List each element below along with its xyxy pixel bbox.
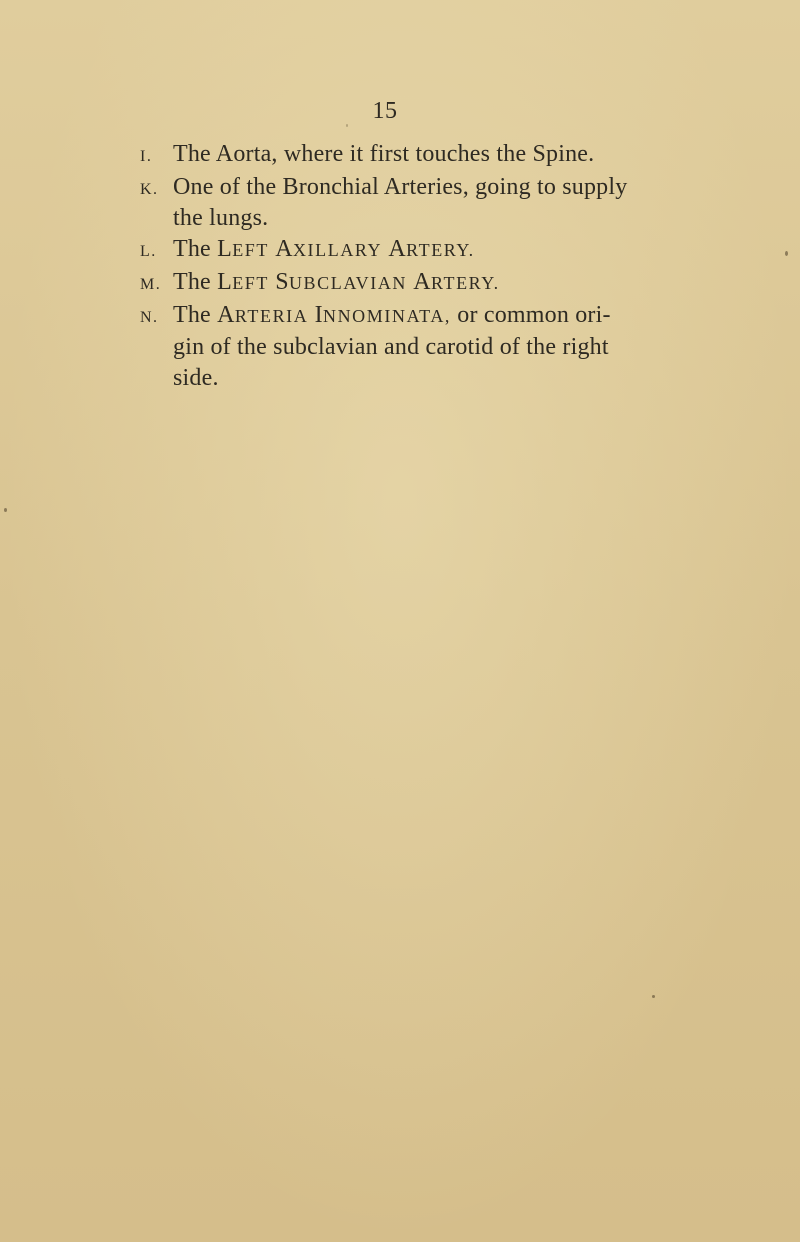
entry-text: The Aorta, where it first touches the Spine. (173, 141, 595, 167)
initial-cap: L (217, 236, 233, 262)
small-caps-rest: RTERY. (406, 240, 475, 260)
small-caps-rest: UBCLAVIAN (288, 273, 408, 293)
small-caps-rest: EFT (232, 240, 269, 260)
small-caps-word (275, 236, 383, 262)
entry-letter: M. (140, 276, 162, 293)
small-caps-rest: RTERY. (430, 273, 500, 293)
legend-entry-l (140, 234, 660, 267)
initial-cap: S (275, 269, 289, 295)
small-caps-rest: RTERIA (234, 306, 309, 326)
small-caps-word (275, 269, 408, 295)
entry-lead: The (173, 302, 218, 328)
initial-cap: A (413, 269, 431, 295)
paper-speck (346, 124, 348, 127)
entry-tail: or common ori- (451, 302, 611, 328)
small-caps-word (217, 236, 269, 262)
entry-letter: N. (140, 309, 159, 326)
initial-cap: A (217, 302, 235, 328)
entry-lead: The (173, 269, 218, 295)
entry-letter: L. (140, 243, 157, 260)
entry-line-continued: the lungs. (173, 205, 269, 231)
entry-line-continued: side. (173, 365, 219, 391)
page-number: 15 (372, 98, 398, 124)
initial-cap: A (275, 236, 293, 262)
legend-entry-k (140, 172, 660, 234)
entry-line: One of the Bronchial Arteries, going to supply (173, 174, 628, 200)
legend-entry-i (140, 139, 660, 172)
small-caps-word (217, 269, 269, 295)
entry-text (173, 234, 660, 266)
small-caps-rest: NNOMINATA, (322, 306, 452, 326)
entry-text (173, 267, 660, 299)
entry-letter: I. (140, 148, 153, 165)
initial-cap: I (314, 302, 323, 328)
legend-entries (140, 139, 660, 394)
paper-speck (4, 508, 7, 512)
small-caps-rest: EFT (232, 273, 269, 293)
small-caps-word (217, 302, 309, 328)
entry-letter: K. (140, 181, 159, 198)
legend-entry-m (140, 267, 660, 300)
entry-text (173, 300, 660, 394)
initial-cap: A (388, 236, 407, 262)
small-caps-rest: XILLARY (292, 240, 383, 260)
small-caps-word (314, 302, 452, 328)
legend-entry-n (140, 300, 660, 394)
small-caps-word (413, 269, 500, 295)
paper-speck (652, 995, 655, 998)
entry-lead: The (173, 236, 218, 262)
small-caps-word (388, 236, 475, 262)
paper-speck (785, 251, 788, 256)
entry-line-continued: gin of the subclavian and carotid of the right (173, 334, 609, 360)
initial-cap: L (217, 269, 233, 295)
entry-text (173, 172, 660, 234)
